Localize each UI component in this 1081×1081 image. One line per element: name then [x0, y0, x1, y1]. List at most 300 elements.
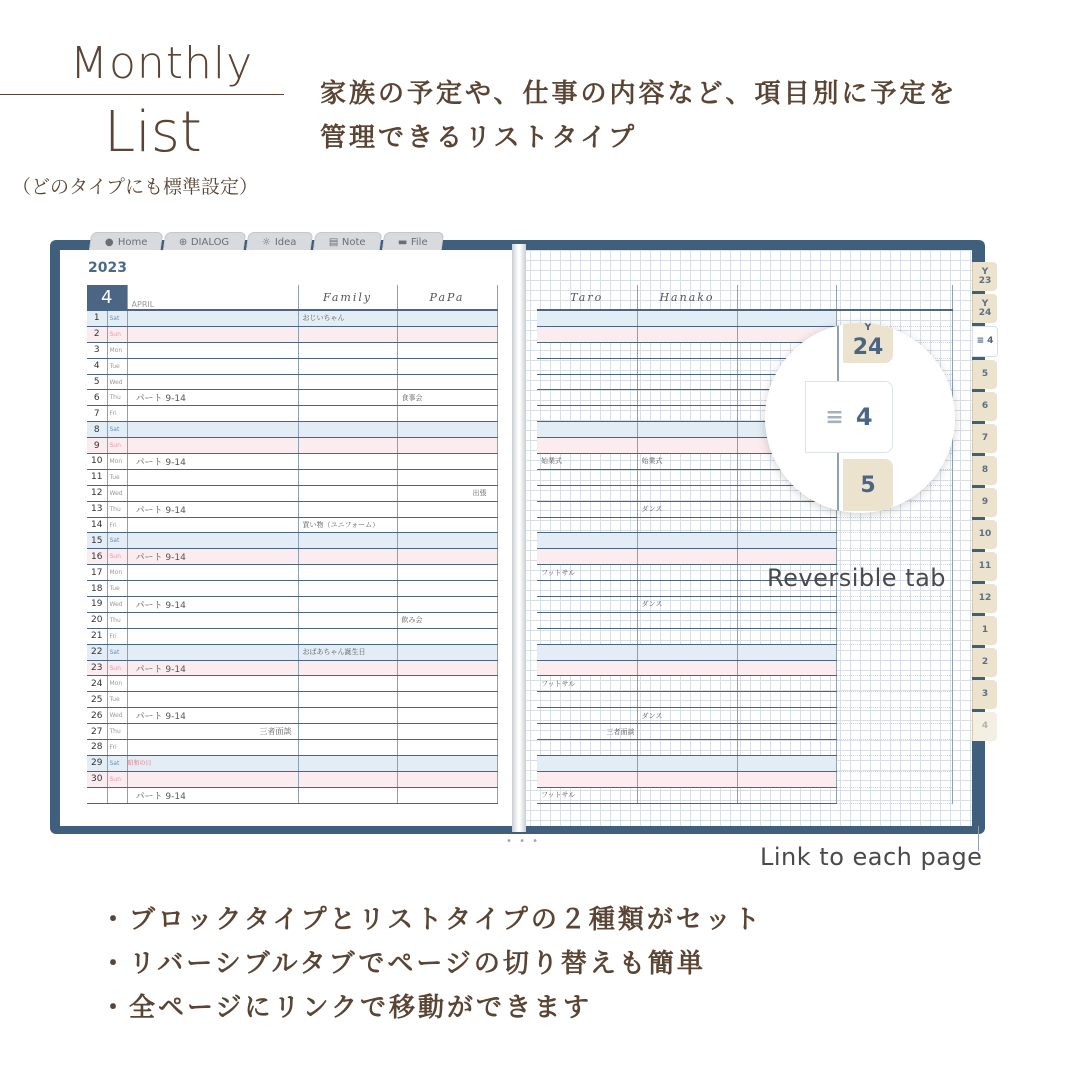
- day-of-week: Sun: [107, 438, 127, 454]
- entry-taro[interactable]: フットサル: [537, 676, 637, 692]
- table-row: [87, 771, 497, 787]
- column-header-blank-2: [737, 285, 836, 310]
- table-row: [537, 676, 952, 692]
- entry-taro[interactable]: 三者面談: [537, 724, 637, 740]
- column-header-papa: PaPa: [397, 285, 497, 310]
- entry-blank[interactable]: [737, 660, 836, 676]
- feature-bullet-3: ・全ページにリンクで移動ができます: [100, 993, 592, 1023]
- entry-main[interactable]: パート 9-14: [127, 501, 298, 517]
- entry-hanako[interactable]: [637, 565, 737, 581]
- entry-main[interactable]: パート 9-14: [127, 390, 298, 406]
- entry-blank[interactable]: [737, 533, 836, 549]
- top-tab-label: File: [411, 236, 428, 248]
- entry-grid: [836, 676, 952, 692]
- table-row: [87, 597, 497, 613]
- entry-main[interactable]: パート 9-14: [127, 660, 298, 676]
- side-tab-month-4[interactable]: [972, 712, 997, 741]
- entry-blank[interactable]: [737, 310, 836, 326]
- entry-main[interactable]: [127, 533, 298, 549]
- side-tab-label: 4: [981, 721, 989, 731]
- day-number: 1: [87, 310, 107, 326]
- day-of-week: Wed: [107, 374, 127, 390]
- day-number: 13: [87, 501, 107, 517]
- entry-taro[interactable]: [537, 708, 637, 724]
- folder-icon: ▬: [397, 236, 408, 248]
- entry-main[interactable]: [127, 469, 298, 485]
- entry-main[interactable]: [127, 374, 298, 390]
- entry-hanako[interactable]: [637, 342, 737, 358]
- top-tab-note[interactable]: [312, 232, 382, 251]
- entry-blank[interactable]: [737, 597, 836, 613]
- table-row: [537, 771, 952, 787]
- entry-taro[interactable]: [537, 628, 637, 644]
- entry-papa[interactable]: [397, 628, 497, 644]
- table-row: [87, 469, 497, 485]
- entry-family[interactable]: [298, 787, 397, 803]
- entry-papa[interactable]: [397, 342, 497, 358]
- side-tab-month-6[interactable]: [972, 392, 997, 421]
- entry-blank[interactable]: [737, 644, 836, 660]
- entry-taro[interactable]: [537, 390, 637, 406]
- entry-hanako[interactable]: [637, 692, 737, 708]
- top-tab-home[interactable]: [89, 232, 164, 251]
- feature-bullet-2: ・リバーシブルタブでページの切り替えも簡単: [100, 949, 706, 979]
- entry-papa[interactable]: [397, 787, 497, 803]
- table-row: [87, 390, 497, 406]
- notebook-spine: [512, 244, 526, 832]
- entry-main[interactable]: 三者面談: [127, 724, 298, 740]
- entry-grid: [836, 549, 952, 565]
- entry-papa[interactable]: [397, 501, 497, 517]
- table-row: [87, 438, 497, 454]
- entry-hanako[interactable]: [637, 612, 737, 628]
- entry-papa[interactable]: [397, 438, 497, 454]
- entry-papa[interactable]: [397, 660, 497, 676]
- side-tab-month-2[interactable]: [972, 648, 997, 677]
- entry-family[interactable]: [298, 390, 397, 406]
- feature-bullets: [100, 898, 763, 1030]
- entry-taro[interactable]: [537, 549, 637, 565]
- notepad-icon: ▤: [328, 236, 338, 248]
- entry-main[interactable]: パート 9-14: [127, 454, 298, 470]
- entry-grid: [836, 692, 952, 708]
- day-number: 17: [87, 565, 107, 581]
- entry-main[interactable]: [127, 676, 298, 692]
- entry-family[interactable]: [298, 740, 397, 756]
- entry-blank[interactable]: [737, 612, 836, 628]
- side-tab-year-23[interactable]: [972, 262, 997, 291]
- entry-hanako[interactable]: [637, 676, 737, 692]
- side-tab-month-9[interactable]: [972, 488, 997, 517]
- entry-main[interactable]: [127, 326, 298, 342]
- entry-grid: [836, 628, 952, 644]
- day-of-week: Sat: [107, 422, 127, 438]
- entry-hanako[interactable]: [637, 406, 737, 422]
- side-tab-month-8[interactable]: [972, 456, 997, 485]
- title-subtitle: （どのタイプにも標準設定）: [12, 176, 259, 198]
- entry-family[interactable]: [298, 549, 397, 565]
- side-tab-month-10[interactable]: [972, 520, 997, 549]
- entry-main[interactable]: パート 9-14: [127, 597, 298, 613]
- entry-main[interactable]: パート 9-14: [127, 708, 298, 724]
- table-row: [537, 549, 952, 565]
- entry-family[interactable]: [298, 628, 397, 644]
- day-number: 5: [87, 374, 107, 390]
- entry-taro[interactable]: [537, 644, 637, 660]
- entry-hanako[interactable]: [637, 628, 737, 644]
- entry-hanako[interactable]: [637, 390, 737, 406]
- entry-main[interactable]: [127, 485, 298, 501]
- entry-papa[interactable]: [397, 755, 497, 771]
- side-tab-label: 9: [981, 497, 989, 507]
- entry-taro[interactable]: [537, 438, 637, 454]
- entry-family[interactable]: 買い物（ユニフォーム）: [298, 517, 397, 533]
- table-row: [87, 406, 497, 422]
- day-of-week: Thu: [107, 724, 127, 740]
- entry-taro[interactable]: [537, 310, 637, 326]
- day-of-week: Sun: [107, 771, 127, 787]
- entry-taro[interactable]: [537, 342, 637, 358]
- entry-taro[interactable]: [537, 485, 637, 501]
- entry-hanako[interactable]: [637, 438, 737, 454]
- day-number: 10: [87, 454, 107, 470]
- entry-papa[interactable]: 出張: [397, 485, 497, 501]
- entry-blank[interactable]: [737, 692, 836, 708]
- entry-taro[interactable]: [537, 771, 637, 787]
- entry-hanako[interactable]: [637, 740, 737, 756]
- side-tab-label: 5: [981, 369, 989, 379]
- entry-taro[interactable]: [537, 469, 637, 485]
- table-row: [87, 533, 497, 549]
- day-number: 28: [87, 740, 107, 756]
- entry-family[interactable]: [298, 597, 397, 613]
- entry-blank[interactable]: [737, 708, 836, 724]
- side-tab-label: 8: [981, 465, 989, 475]
- entry-family[interactable]: [298, 755, 397, 771]
- entry-taro[interactable]: フットサル: [537, 787, 637, 803]
- entry-family[interactable]: [298, 374, 397, 390]
- side-tab-label: 1: [981, 625, 989, 635]
- entry-family[interactable]: おばあちゃん誕生日: [298, 644, 397, 660]
- entry-papa[interactable]: [397, 310, 497, 326]
- holiday-label: 昭和の日: [127, 760, 152, 768]
- table-row: [537, 660, 952, 676]
- day-number: 2: [87, 326, 107, 342]
- entry-taro[interactable]: [537, 517, 637, 533]
- entry-taro[interactable]: [537, 326, 637, 342]
- entry-blank[interactable]: [737, 517, 836, 533]
- entry-blank[interactable]: [737, 549, 836, 565]
- entry-papa[interactable]: [397, 692, 497, 708]
- entry-family[interactable]: [298, 454, 397, 470]
- top-tab-idea[interactable]: [246, 232, 313, 251]
- entry-main[interactable]: [127, 438, 298, 454]
- entry-grid: [836, 533, 952, 549]
- entry-taro[interactable]: [537, 533, 637, 549]
- entry-papa[interactable]: [397, 358, 497, 374]
- entry-taro[interactable]: [537, 374, 637, 390]
- entry-family[interactable]: [298, 326, 397, 342]
- entry-papa[interactable]: [397, 549, 497, 565]
- caption-link-each-page: Link to each page: [760, 843, 983, 871]
- entry-hanako[interactable]: ダンス: [637, 501, 737, 517]
- entry-papa[interactable]: [397, 422, 497, 438]
- side-tab-month-4[interactable]: [972, 326, 998, 357]
- side-tab-month-7[interactable]: [972, 424, 997, 453]
- day-number: 29: [87, 755, 107, 771]
- day-of-week: Tue: [107, 692, 127, 708]
- entry-taro[interactable]: [537, 612, 637, 628]
- entry-family[interactable]: [298, 612, 397, 628]
- entry-blank[interactable]: [737, 771, 836, 787]
- entry-hanako[interactable]: [637, 485, 737, 501]
- entry-blank[interactable]: [737, 740, 836, 756]
- entry-main[interactable]: [127, 771, 298, 787]
- day-number: 25: [87, 692, 107, 708]
- magnified-tab-year-prefix: Y: [864, 323, 872, 333]
- entry-hanako[interactable]: ダンス: [637, 708, 737, 724]
- day-of-week: Sat: [107, 755, 127, 771]
- day-of-week: Tue: [107, 358, 127, 374]
- entry-hanako[interactable]: [637, 771, 737, 787]
- table-row: [87, 485, 497, 501]
- entry-hanako[interactable]: ダンス: [637, 597, 737, 613]
- entry-papa[interactable]: [397, 533, 497, 549]
- entry-grid: [836, 708, 952, 724]
- entry-blank[interactable]: [737, 676, 836, 692]
- entry-taro[interactable]: [537, 692, 637, 708]
- entry-grid: [836, 724, 952, 740]
- entry-taro[interactable]: [537, 358, 637, 374]
- entry-main[interactable]: [127, 740, 298, 756]
- entry-main[interactable]: [127, 358, 298, 374]
- entry-papa[interactable]: 食事会: [397, 390, 497, 406]
- entry-family[interactable]: [298, 581, 397, 597]
- entry-grid: [836, 660, 952, 676]
- entry-taro[interactable]: [537, 581, 637, 597]
- entry-hanako[interactable]: [637, 787, 737, 803]
- entry-family[interactable]: [298, 676, 397, 692]
- entry-blank[interactable]: [737, 628, 836, 644]
- entry-hanako[interactable]: [637, 517, 737, 533]
- entry-hanako[interactable]: [637, 310, 737, 326]
- magnified-tab-active-number: 4: [855, 403, 873, 431]
- entry-hanako[interactable]: 始業式: [637, 454, 737, 470]
- description-line-1: 家族の予定や、仕事の内容など、項目別に予定を: [320, 79, 958, 109]
- day-of-week: Sat: [107, 310, 127, 326]
- entry-family[interactable]: [298, 692, 397, 708]
- entry-papa[interactable]: [397, 454, 497, 470]
- entry-family[interactable]: [298, 708, 397, 724]
- entry-grid: [836, 644, 952, 660]
- entry-family[interactable]: [298, 406, 397, 422]
- column-header-family: Family: [298, 285, 397, 310]
- entry-family[interactable]: おじいちゃん: [298, 310, 397, 326]
- entry-blank[interactable]: [737, 724, 836, 740]
- month-number: 4: [87, 285, 127, 310]
- table-row: [537, 740, 952, 756]
- entry-grid: [836, 597, 952, 613]
- description: [320, 72, 1040, 160]
- side-tab-year-24[interactable]: [972, 294, 997, 323]
- entry-main[interactable]: [127, 644, 298, 660]
- entry-hanako[interactable]: [637, 581, 737, 597]
- day-of-week: Wed: [107, 597, 127, 613]
- table-row: [87, 310, 497, 326]
- day-of-week: [107, 787, 127, 803]
- table-row: [537, 644, 952, 660]
- entry-papa[interactable]: [397, 644, 497, 660]
- column-header-taro: Taro: [537, 285, 637, 310]
- magnified-tab-year-number: 24: [852, 335, 884, 360]
- entry-papa[interactable]: [397, 406, 497, 422]
- entry-taro[interactable]: [537, 740, 637, 756]
- entry-papa[interactable]: [397, 676, 497, 692]
- day-number: 12: [87, 485, 107, 501]
- side-tab-month-5[interactable]: [972, 360, 997, 389]
- entry-hanako[interactable]: [637, 755, 737, 771]
- magnified-tab-active[interactable]: [805, 381, 893, 453]
- entry-family[interactable]: [298, 469, 397, 485]
- entry-taro[interactable]: [537, 501, 637, 517]
- day-number: 9: [87, 438, 107, 454]
- entry-grid: [836, 755, 952, 771]
- top-tab-dialog[interactable]: [163, 232, 246, 251]
- entry-taro[interactable]: [537, 660, 637, 676]
- day-of-week: Thu: [107, 501, 127, 517]
- entry-family[interactable]: [298, 501, 397, 517]
- day-number: 20: [87, 612, 107, 628]
- entry-main[interactable]: [127, 342, 298, 358]
- table-row: [537, 533, 952, 549]
- table-row: [87, 501, 497, 517]
- side-tab-month-1[interactable]: [972, 616, 997, 645]
- day-number: 3: [87, 342, 107, 358]
- table-row: [87, 755, 497, 771]
- top-tab-bar: [90, 232, 443, 251]
- entry-taro[interactable]: [537, 422, 637, 438]
- magnified-tab-next[interactable]: [843, 459, 893, 511]
- entry-family[interactable]: [298, 342, 397, 358]
- entry-taro[interactable]: フットサル: [537, 565, 637, 581]
- entry-main[interactable]: [127, 422, 298, 438]
- table-row: [87, 565, 497, 581]
- day-number: 23: [87, 660, 107, 676]
- entry-papa[interactable]: [397, 597, 497, 613]
- entry-main[interactable]: [127, 628, 298, 644]
- table-row: [87, 724, 497, 740]
- entry-hanako[interactable]: [637, 358, 737, 374]
- top-tab-file[interactable]: [381, 232, 444, 251]
- entry-taro[interactable]: [537, 755, 637, 771]
- entry-main[interactable]: パート 9-14: [127, 549, 298, 565]
- side-tab-month-11[interactable]: [972, 552, 997, 581]
- entry-taro[interactable]: [537, 597, 637, 613]
- entry-hanako[interactable]: [637, 549, 737, 565]
- magnified-tab-year[interactable]: [843, 323, 893, 363]
- entry-papa[interactable]: [397, 740, 497, 756]
- lightbulb-icon: ☼: [261, 236, 271, 248]
- entry-family[interactable]: [298, 724, 397, 740]
- entry-papa[interactable]: [397, 326, 497, 342]
- entry-main[interactable]: [127, 692, 298, 708]
- side-tab-label: 4: [987, 336, 994, 346]
- day-number: 11: [87, 469, 107, 485]
- entry-family[interactable]: [298, 438, 397, 454]
- day-of-week: Sun: [107, 549, 127, 565]
- entry-papa[interactable]: 飲み会: [397, 612, 497, 628]
- entry-family[interactable]: [298, 358, 397, 374]
- entry-hanako[interactable]: [637, 724, 737, 740]
- day-of-week: Fri: [107, 517, 127, 533]
- entry-family[interactable]: [298, 660, 397, 676]
- entry-family[interactable]: [298, 771, 397, 787]
- entry-taro[interactable]: [537, 406, 637, 422]
- entry-grid: [836, 612, 952, 628]
- entry-main[interactable]: [127, 310, 298, 326]
- entry-main[interactable]: [127, 612, 298, 628]
- entry-main[interactable]: [127, 517, 298, 533]
- entry-hanako[interactable]: [637, 644, 737, 660]
- top-tab-label: Home: [117, 236, 148, 248]
- entry-main[interactable]: [127, 406, 298, 422]
- entry-blank[interactable]: [737, 787, 836, 803]
- table-row: [537, 597, 952, 613]
- entry-family[interactable]: [298, 485, 397, 501]
- entry-main[interactable]: パート 9-14: [127, 787, 298, 803]
- title-monthly: Monthly: [70, 38, 254, 89]
- home-icon: ●: [104, 236, 114, 248]
- entry-hanako[interactable]: [637, 469, 737, 485]
- entry-blank[interactable]: [737, 755, 836, 771]
- entry-family[interactable]: [298, 422, 397, 438]
- side-tab-month-3[interactable]: [972, 680, 997, 709]
- entry-papa[interactable]: [397, 517, 497, 533]
- entry-main[interactable]: [127, 581, 298, 597]
- spine-dots: • • •: [506, 836, 541, 847]
- caption-reversible-tab: Reversible tab: [767, 564, 947, 592]
- entry-hanako[interactable]: [637, 374, 737, 390]
- entry-taro[interactable]: 始業式: [537, 454, 637, 470]
- day-number: 14: [87, 517, 107, 533]
- entry-papa[interactable]: [397, 708, 497, 724]
- entry-main[interactable]: [127, 565, 298, 581]
- entry-papa[interactable]: [397, 771, 497, 787]
- entry-grid: [836, 517, 952, 533]
- side-tab-label: 12: [978, 593, 992, 603]
- entry-main[interactable]: [127, 755, 298, 771]
- day-number: 22: [87, 644, 107, 660]
- table-header-row: [537, 285, 952, 310]
- entry-hanako[interactable]: [637, 422, 737, 438]
- side-tab-month-12[interactable]: [972, 584, 997, 613]
- day-number: 26: [87, 708, 107, 724]
- entry-papa[interactable]: [397, 581, 497, 597]
- table-row: [537, 517, 952, 533]
- entry-hanako[interactable]: [637, 326, 737, 342]
- entry-family[interactable]: [298, 565, 397, 581]
- day-of-week: Sat: [107, 644, 127, 660]
- entry-papa[interactable]: [397, 724, 497, 740]
- side-tab-label: 24: [978, 307, 992, 318]
- entry-family[interactable]: [298, 533, 397, 549]
- entry-hanako[interactable]: [637, 660, 737, 676]
- entry-papa[interactable]: [397, 374, 497, 390]
- entry-papa[interactable]: [397, 565, 497, 581]
- entry-hanako[interactable]: [637, 533, 737, 549]
- entry-papa[interactable]: [397, 469, 497, 485]
- day-of-week: Sat: [107, 533, 127, 549]
